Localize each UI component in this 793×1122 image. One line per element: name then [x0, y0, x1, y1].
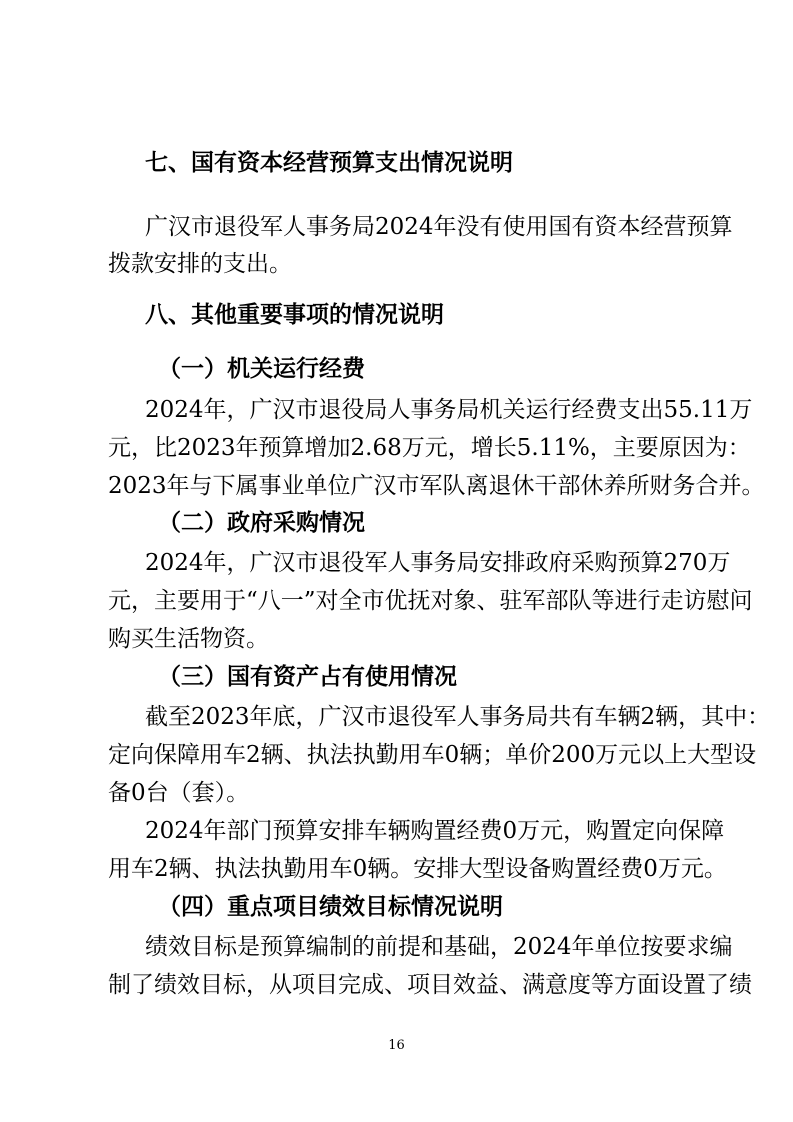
subsection-heading-2: （二）政府采购情况 — [158, 510, 365, 536]
paragraph-line: 购买生活物资。 — [108, 626, 269, 652]
subsection-heading-4: （四）重点项目绩效目标情况说明 — [158, 894, 503, 920]
paragraph-line: 2024年部门预算安排车辆购置经费0万元，购置定向保障 — [145, 818, 725, 844]
paragraph-line: 截至2023年底，广汉市退役军人事务局共有车辆2辆，其中： — [145, 704, 771, 730]
paragraph-line: 2024年，广汉市退役军人事务局安排政府采购预算270万 — [145, 550, 731, 576]
paragraph-line: 2023年与下属事业单位广汉市军队离退休干部休养所财务合并。 — [108, 473, 765, 499]
section-heading-7: 七、国有资本经营预算支出情况说明 — [145, 150, 513, 176]
paragraph-line: 绩效目标是预算编制的前提和基础，2024年单位按要求编 — [145, 934, 733, 960]
paragraph-line: 广汉市退役军人事务局2024年没有使用国有资本经营预算 — [145, 214, 733, 240]
paragraph-line: 备0台（套）。 — [108, 780, 250, 806]
paragraph-line: 制了绩效目标，从项目完成、项目效益、满意度等方面设置了绩 — [108, 972, 752, 998]
paragraph-line: 用车2辆、执法执勤用车0辆。安排大型设备购置经费0万元。 — [108, 856, 727, 882]
page-number: 16 — [388, 1038, 405, 1053]
paragraph-line: 拨款安排的支出。 — [108, 251, 292, 277]
paragraph-line: 元，比2023年预算增加2.68万元，增长5.11%，主要原因为： — [108, 435, 751, 461]
paragraph-line: 元，主要用于“八一”对全市优抚对象、驻军部队等进行走访慰问 — [108, 588, 753, 614]
paragraph-line: 2024年，广汉市退役局人事务局机关运行经费支出55.11万 — [145, 397, 753, 423]
subsection-heading-3: （三）国有资产占有使用情况 — [158, 664, 457, 690]
section-heading-8: 八、其他重要事项的情况说明 — [145, 302, 444, 328]
subsection-heading-1: （一）机关运行经费 — [158, 356, 365, 382]
paragraph-line: 定向保障用车2辆、执法执勤用车0辆；单价200万元以上大型设 — [108, 742, 757, 768]
